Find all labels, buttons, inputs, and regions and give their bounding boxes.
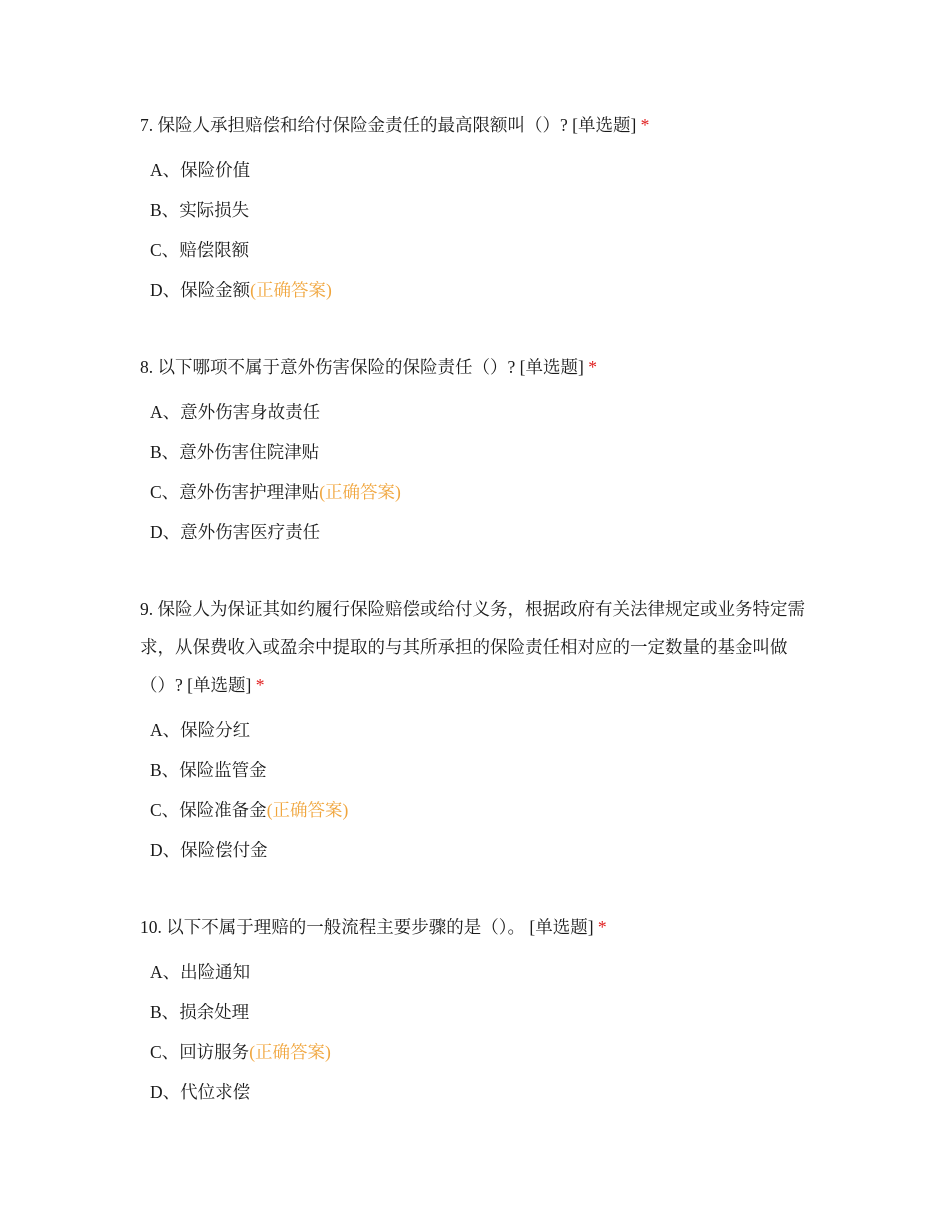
question-number: 8. (140, 357, 154, 377)
option-b: B、损余处理 (150, 1002, 250, 1022)
option-b: B、实际损失 (150, 200, 250, 220)
required-mark: * (588, 357, 597, 377)
option-b: B、意外伤害住院津贴 (150, 442, 320, 462)
question-title (140, 908, 820, 946)
option-list (140, 150, 820, 310)
correct-answer-label: (正确答案) (319, 482, 401, 502)
option-a: A、保险分红 (150, 720, 251, 740)
question-number: 10. (140, 917, 162, 937)
question-text: 以下哪项不属于意外伤害保险的保险责任（）? (157, 357, 516, 377)
option-c: C、意外伤害护理津贴(正确答案) (150, 482, 401, 502)
correct-answer-label: (正确答案) (266, 800, 349, 820)
option-a: A、保险价值 (150, 160, 251, 180)
question-title (140, 348, 820, 386)
option-c: C、赔偿限额 (150, 240, 250, 260)
question-type: [单选题] (529, 917, 594, 937)
option-c: C、保险准备金(正确答案) (150, 800, 349, 820)
option-d: D、保险偿付金 (150, 840, 268, 860)
question-text: 保险人为保证其如约履行保险赔偿或给付义务，根据政府有关法律规定或业务特定需求，从保费收入或盈余中提取的与其所承担的保险责任相对应的一定数量的基金叫做（）? (140, 599, 805, 695)
question-type: [单选题] (572, 115, 637, 135)
question-title (140, 106, 820, 144)
option-list (140, 952, 820, 1112)
correct-answer-label: (正确答案) (250, 280, 332, 300)
question-text: 以下不属于理赔的一般流程主要步骤的是（）。 (166, 917, 525, 937)
required-mark: * (597, 917, 607, 937)
option-d: D、保险金额(正确答案) (150, 280, 332, 300)
question-number: 7. (140, 115, 154, 135)
question-text: 保险人承担赔偿和给付保险金责任的最高限额叫（）? (157, 115, 568, 135)
option-list (140, 710, 820, 870)
option-c: C、回访服务(正确答案) (150, 1042, 331, 1062)
question-9 (140, 590, 820, 870)
option-a: A、出险通知 (150, 962, 251, 982)
question-type: [单选题] (187, 675, 252, 695)
question-7 (140, 106, 820, 310)
question-title (140, 590, 820, 704)
option-b: B、保险监管金 (150, 760, 267, 780)
question-number: 9. (140, 599, 154, 619)
correct-answer-label: (正确答案) (249, 1042, 331, 1062)
required-mark: * (640, 115, 650, 135)
option-d: D、意外伤害医疗责任 (150, 522, 321, 542)
option-d: D、代位求偿 (150, 1082, 251, 1102)
question-8 (140, 348, 820, 552)
question-10 (140, 908, 820, 1112)
option-a: A、意外伤害身故责任 (150, 402, 321, 422)
option-list (140, 392, 820, 552)
required-mark: * (255, 675, 265, 695)
question-type: [单选题] (519, 357, 584, 377)
